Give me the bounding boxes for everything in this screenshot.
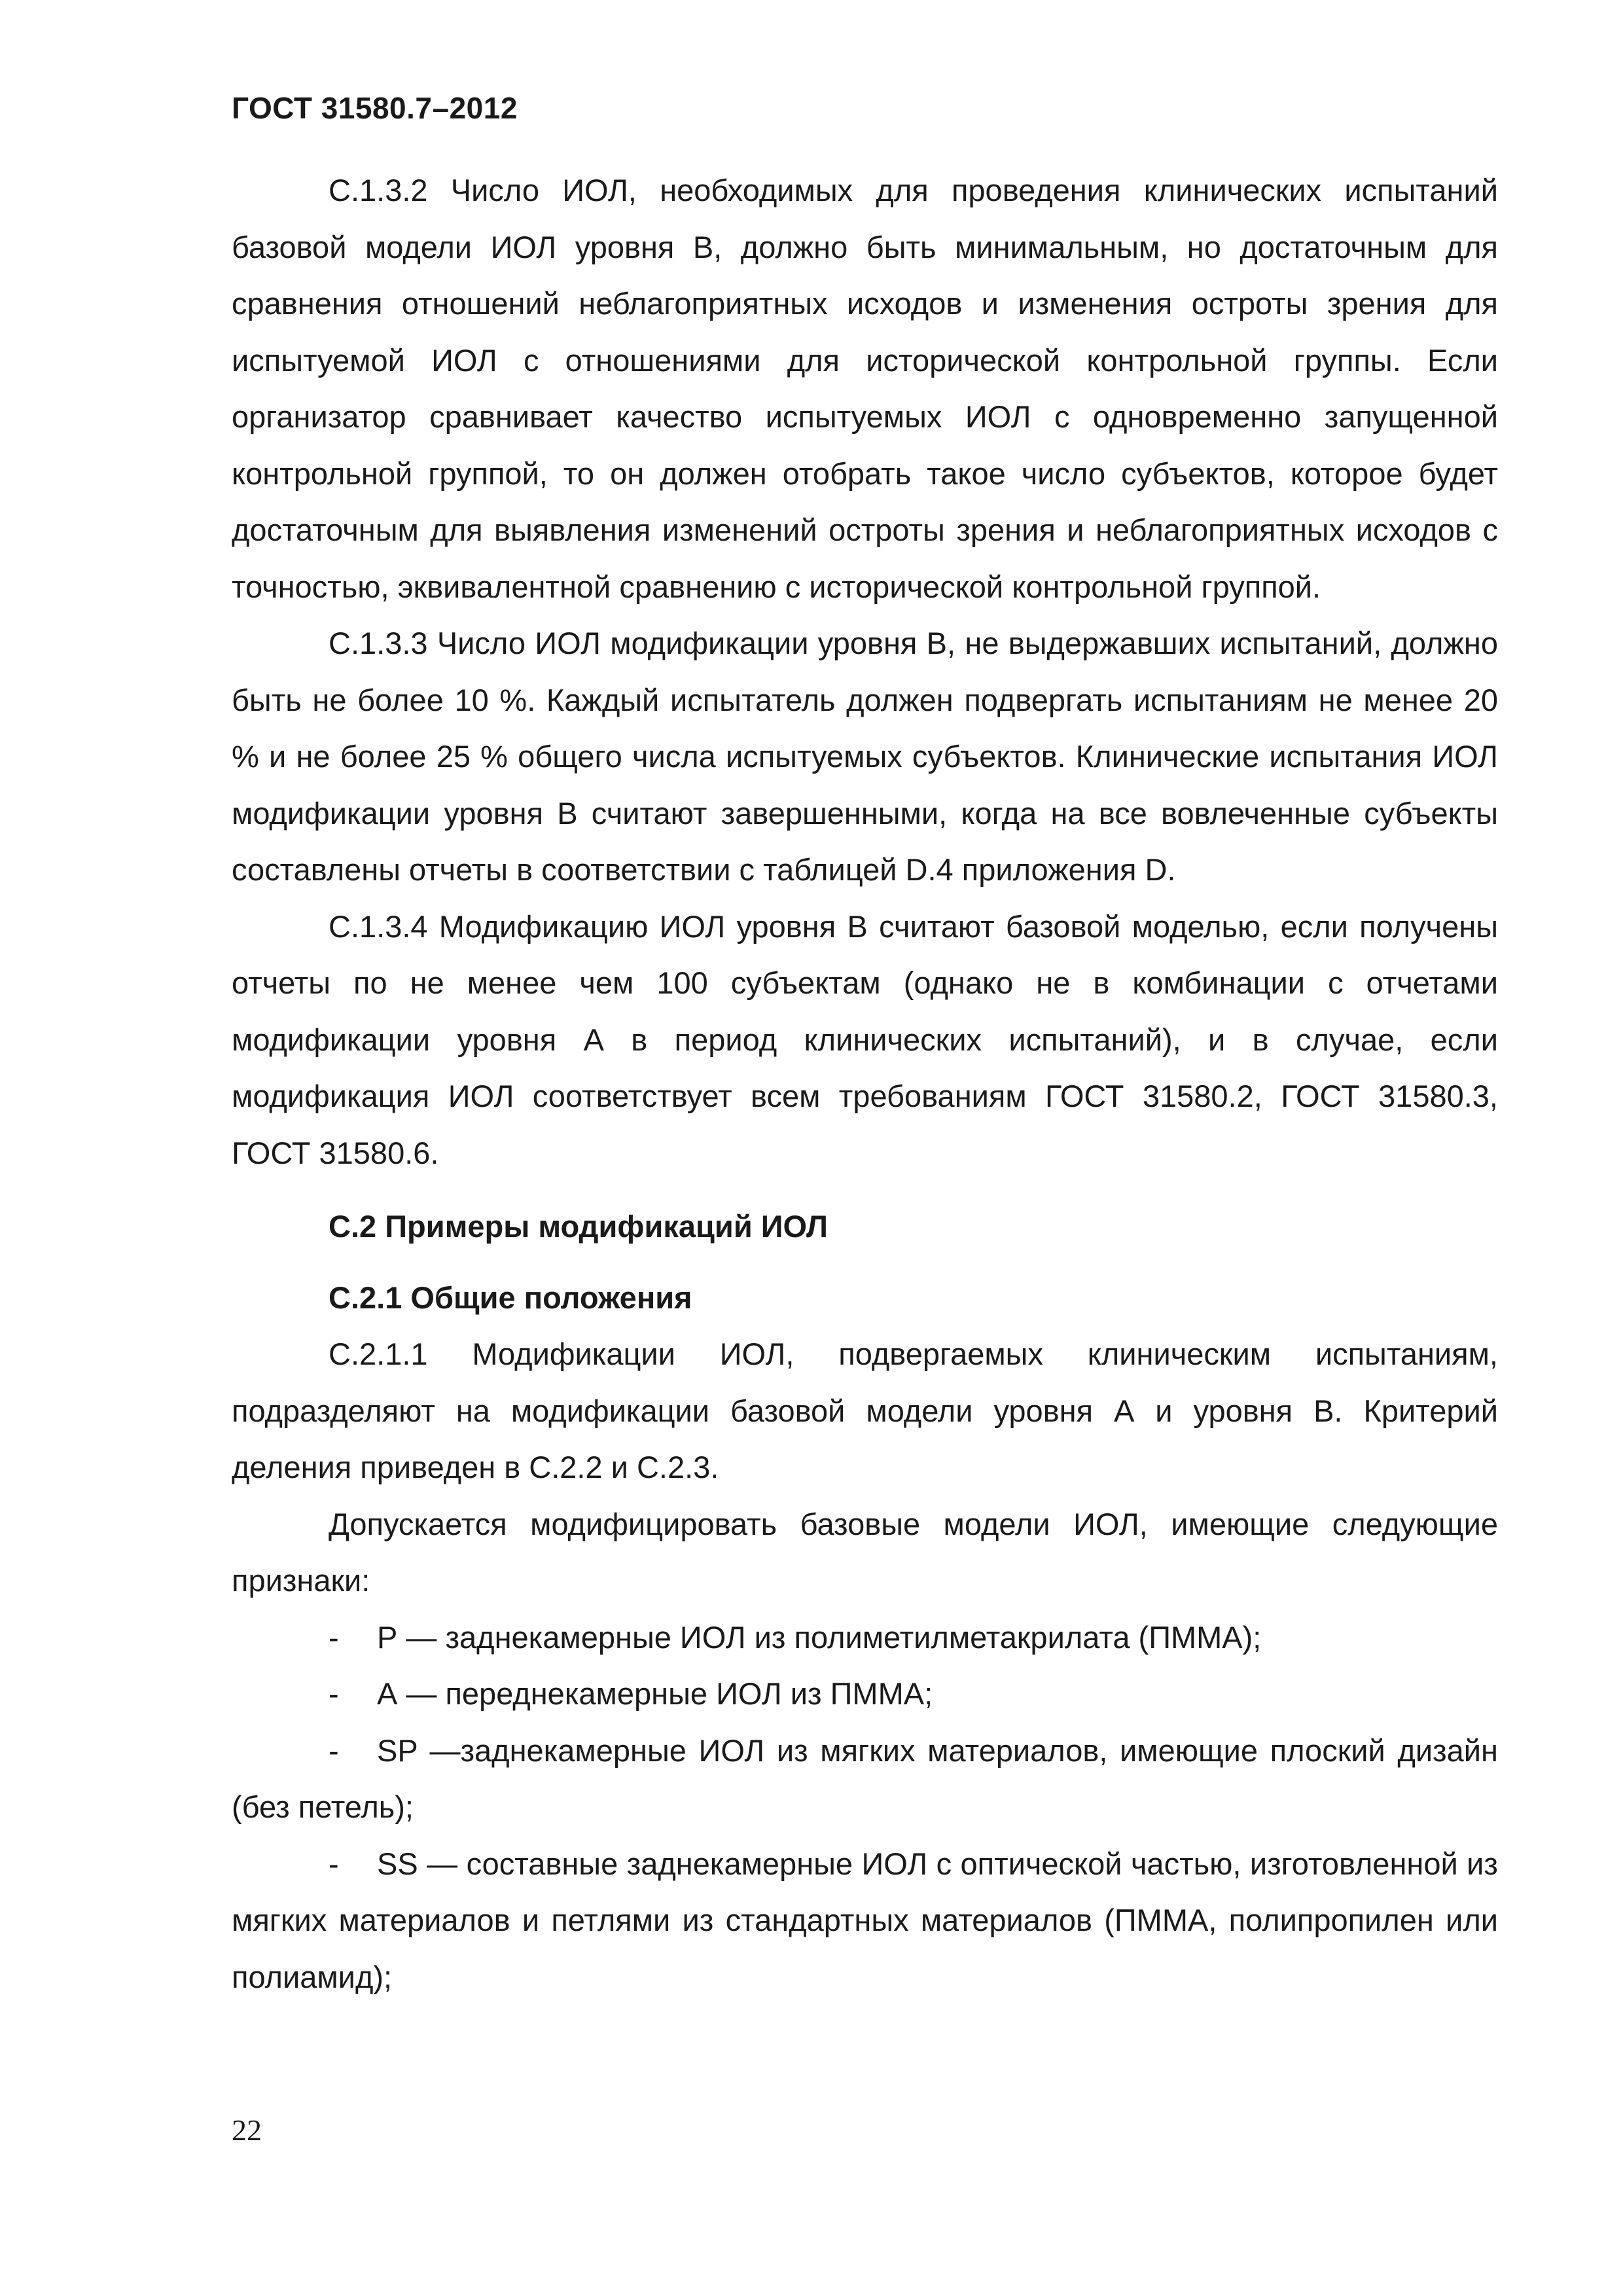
paragraph-c-2-1-1: С.2.1.1 Модификации ИОЛ, подвергаемых клиническим испытаниям, подразделяют на модификации базовой модели уровня А и уровня В. Критерий деления приведен в С.2.2 и С.2.3. xyxy=(232,1336,1498,1484)
paragraph-c-1-3-2: С.1.3.2 Число ИОЛ, необходимых для проведения клинических испытаний базовой модели ИОЛ уровня В, должно быть минимальным, но достаточным для сравнения отношений неблагоприятных исходов и изменения остроты зрения для испытуемой ИОЛ с отношениями для исторической контрольной группы. Если организатор сравнивает качество испытуемых ИОЛ с одновременно запущенной контрольной группой, то он должен отобрать такое число субъектов, которое будет достаточным для выявления изменений остроты зрения и неблагоприятных исходов с точностью, эквивалентной сравнению с исторической контрольной группой. xyxy=(232,173,1498,604)
paragraph-c-1-3-3: С.1.3.3 Число ИОЛ модификации уровня В, не выдержавших испытаний, должно быть не более 10 %. Каждый испытатель должен подвергать испытаниям не менее 20 % и не более 25 % общего числа испытуемых субъектов. Клинические испытания ИОЛ модификации уровня В считают завершенными, когда на все вовлеченные субъекты составлены отчеты в соответствии с таблицей D.4 приложения D. xyxy=(232,626,1498,887)
list-item-text: SP —заднекамерные ИОЛ из мягких материалов, имеющие плоский дизайн (без петель); xyxy=(232,1732,1498,1824)
list-item-text: SS — составные заднекамерные ИОЛ с оптической частью, изготовленной из мягких материалов и петлями из стандартных материалов (ПММА, полипропилен или полиамид); xyxy=(232,1846,1498,1994)
page-number: 22 xyxy=(232,2113,262,2147)
list-marker: - xyxy=(329,1732,339,1768)
list-marker: - xyxy=(329,1846,339,1881)
list-item xyxy=(232,1836,1498,2006)
list-marker: - xyxy=(329,1676,339,1711)
list-item-text: А — переднекамерные ИОЛ из ПММА; xyxy=(377,1676,933,1711)
paragraph-c-1-3-4: С.1.3.4 Модификацию ИОЛ уровня В считают базовой моделью, если получены отчеты по не менее чем 100 субъектам (однако не в комбинации с отчетами модификации уровня А в период клинических испытаний), и в случае, если модификация ИОЛ соответствует всем требованиям ГОСТ 31580.2, ГОСТ 31580.3, ГОСТ 31580.6. xyxy=(232,908,1498,1170)
section-heading-c-2-1: С.2.1 Общие положения xyxy=(329,1280,692,1315)
list-item xyxy=(232,1666,1498,1723)
list-item xyxy=(232,1609,1498,1666)
section-heading-c-2: С.2 Примеры модификаций ИОЛ xyxy=(329,1209,828,1244)
list-marker: - xyxy=(329,1619,339,1655)
list-item xyxy=(232,1723,1498,1836)
list-item-text: Р — заднекамерные ИОЛ из полиметилметакрилата (ПММА); xyxy=(377,1619,1262,1655)
document-header-title: ГОСТ 31580.7–2012 xyxy=(232,91,518,125)
paragraph-allowed-modifications: Допускается модифицировать базовые модели ИОЛ, имеющие следующие признаки: xyxy=(232,1506,1498,1598)
document-body xyxy=(232,162,1498,2005)
